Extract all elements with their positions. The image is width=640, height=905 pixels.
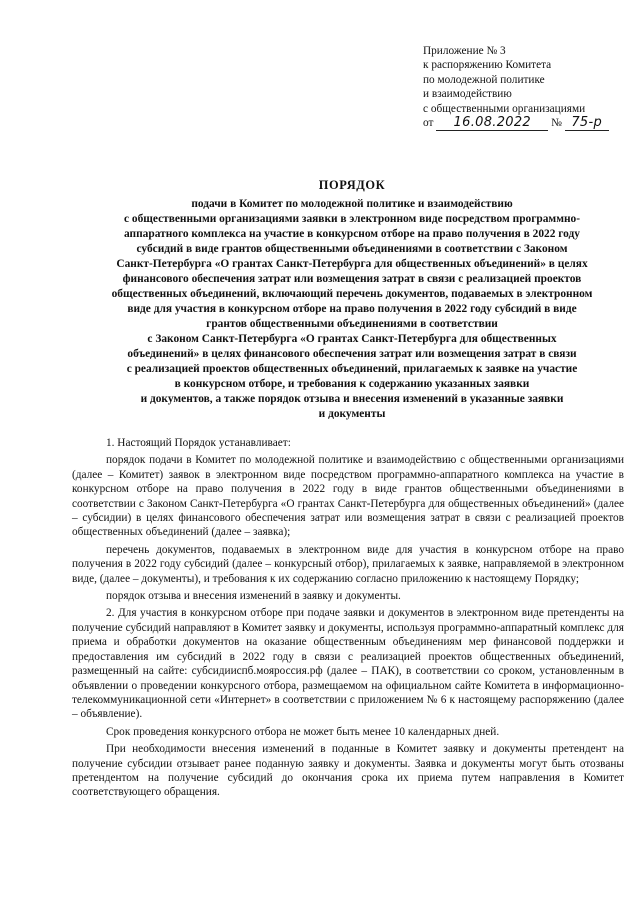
appendix-header: [423, 44, 638, 131]
appendix-line: и взаимодействию: [423, 88, 512, 101]
handwritten-date: 16.08.2022: [436, 116, 548, 131]
title-line: общественных объединений, включающий перечень документов, подаваемых в электронном: [111, 288, 593, 300]
title-heading: ПОРЯДОК: [318, 178, 386, 192]
paragraph-1-intro: 1. Настоящий Порядок устанавливает:: [106, 437, 291, 449]
title-line: виде для участия в конкурсном отборе на право получения в 2022 году субсидий в виде: [127, 303, 577, 315]
from-label: от: [423, 117, 434, 130]
title-line: грантов общественными объединениями в соответствии: [206, 318, 498, 330]
paragraph-submission-order: порядок подачи в Комитет по молодежной политике и взаимодействию с общественными организациями (далее – Комитет) заявок в электронном виде посредством программно-аппаратного комплекса на участие в конкурсном отборе на право получения в 2022 году в виде грантов общественными объединениями в соответствии с Законом Санкт-Петербурга «О грантах Санкт-Петербурга для общественных объединений» (далее – субсидии) в целях финансового обеспечения затрат или возмещения затрат в связи с реализацией проектов общественных объединений (далее – заявка);: [72, 454, 624, 539]
document-title: [72, 178, 632, 422]
title-line: и документов, а также порядок отзыва и внесения изменений в указанные заявки: [140, 393, 564, 405]
title-line: подачи в Комитет по молодежной политике и взаимодействию: [191, 198, 513, 210]
title-line: финансового обеспечения затрат или возмещения затрат в связи с реализацией проектов: [122, 273, 582, 285]
title-line: с общественными организациями заявки в электронном виде посредством программно-: [123, 213, 581, 225]
appendix-line: по молодежной политике: [423, 73, 545, 86]
document-body: [72, 436, 624, 803]
paragraph-documents-list: перечень документов, подаваемых в электронном виде для участия в конкурсном отборе на право получения в 2022 году субсидий (далее – конкурсный отбор), прилагаемых к заявке, направляемой в электронном виде, (далее – документы), и требования к их содержанию согласно приложению к настоящему Порядку;: [72, 543, 624, 585]
title-line: с Законом Санкт-Петербурга «О грантах Санкт-Петербурга для общественных: [147, 333, 557, 345]
appendix-line: к распоряжению Комитета: [423, 59, 552, 72]
appendix-line: Приложение № 3: [423, 45, 506, 57]
title-line: аппаратного комплекса на участие в конкурсном отборе на право получения в 2022 году: [124, 228, 580, 240]
paragraph-selection-period: Срок проведения конкурсного отбора не может быть менее 10 календарных дней.: [106, 725, 500, 738]
appendix-line: с общественными организациями: [423, 102, 586, 115]
title-line: Санкт-Петербурга «О грантах Санкт-Петербурга для общественных объединений» в целях: [116, 258, 588, 270]
handwritten-number: 75-р: [565, 116, 609, 131]
paragraph-amendments: При необходимости внесения изменений в поданные в Комитет заявку и документы претендент на получение субсидии отзывает ранее поданную заявку и документы. Заявка и документы могут быть отозваны претендентом на получение субсидий до окончания срока их приема путем направления в Комитет соответствующего обращения.: [72, 743, 624, 799]
title-line: и документы: [318, 408, 386, 420]
title-line: объединений» в целях финансового обеспечения затрат или возмещения затрат в связи: [127, 348, 577, 360]
paragraph-2-participation: 2. Для участия в конкурсном отборе при подаче заявки и документов в электронном виде претенденты на получение субсидий направляют в Комитет заявку и документы, используя программно-аппаратный комплекс для приема и обработки документов на оказание общественным объединениям мер финансовой поддержки и предоставления им субсидий в 2022 году в связи с реализацией проектов общественных объединений, размещенный на сайте: субсидииспб.мояроссия.рф (далее – ПАК), в соответствии со сроком, установленным в объявлении о проведении конкурсного отбора, размещаемом на официальном сайте Комитета в информационно-телекоммуникационной сети «Интернет» в соответствии с приложением № 6 к настоящему распоряжению (далее – объявление).: [72, 607, 624, 721]
title-line: субсидий в виде грантов общественными объединениями в соответствии с Законом: [136, 243, 568, 255]
paragraph-withdrawal-order: порядок отзыва и внесения изменений в заявку и документы.: [106, 590, 401, 603]
appendix-date-number-line: [423, 116, 638, 131]
title-line: с реализацией проектов общественных объединений, прилагаемых к заявке на участие: [126, 363, 578, 375]
number-label: №: [551, 117, 562, 130]
title-line: в конкурсном отборе, и требования к содержанию указанных заявки: [174, 378, 530, 390]
